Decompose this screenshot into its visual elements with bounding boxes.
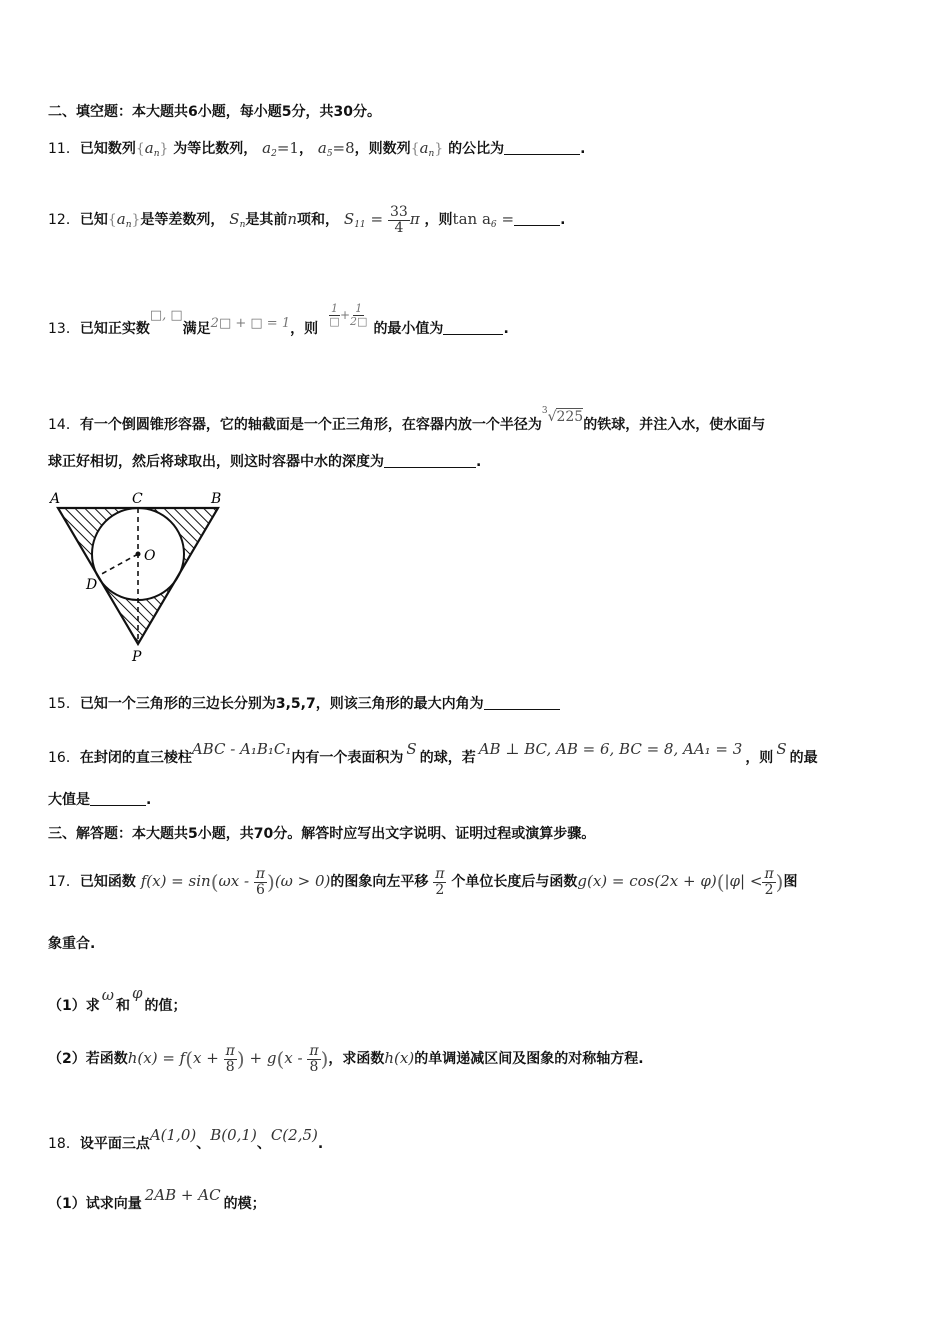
numerator: π — [764, 865, 774, 882]
text: 有一个倒圆锥形容器，它的轴截面是一个正三角形，在容器内放一个半径为 — [79, 417, 542, 433]
question-16-line-2 — [48, 790, 151, 810]
question-17-line-2: 象重合. — [48, 936, 96, 952]
numerator: 33 — [389, 203, 408, 220]
math: x + — [193, 1049, 224, 1067]
answer-blank[interactable] — [504, 140, 580, 155]
expression — [329, 280, 367, 350]
math: a — [317, 139, 327, 157]
math: a — [116, 210, 126, 228]
subscript: 11 — [354, 220, 366, 230]
text: 为等比数列， — [173, 141, 258, 157]
answer-blank[interactable] — [384, 453, 476, 468]
math: S — [343, 210, 355, 228]
section-3-header: 三、解答题：本大题共5小题，共70分。解答时应写出文字说明、证明过程或演算步骤。 — [48, 826, 596, 842]
subscript: n — [428, 149, 435, 159]
question-17-part-2: （2）若函数h(x) = f(x + $\frac{\pi}{8}$ ) + g(x - $\frac{\pi}{8}$ )，求函数h(x)的单调递减区间及图象的对称轴方程. — [48, 1042, 644, 1075]
denominator: 2 — [764, 881, 774, 898]
text: 的模； — [223, 1196, 266, 1212]
answer-blank[interactable] — [443, 320, 503, 335]
question-number: 16． — [48, 750, 80, 766]
center-point — [136, 552, 141, 557]
text: 内有一个表面积为 — [291, 750, 404, 766]
denominator: □ — [329, 314, 340, 328]
question-18-part-1 — [48, 1178, 266, 1221]
text: 项和， — [297, 212, 340, 228]
math: S — [229, 210, 240, 228]
math: h(x) — [384, 1049, 415, 1067]
math: B(0,1) — [210, 1126, 257, 1144]
text: 个单位长度后与函数 — [451, 874, 578, 890]
root-index: 3 — [541, 406, 548, 416]
label-P: P — [132, 649, 142, 665]
text: 是等差数列， — [140, 212, 225, 228]
subscript: 2 — [271, 149, 277, 159]
question-17-part-1 — [48, 976, 187, 1023]
text: 设平面三点 — [79, 1136, 150, 1152]
text: 满足 — [182, 321, 211, 337]
text: 的值； — [144, 998, 187, 1014]
question-number: 14． — [48, 417, 80, 433]
math: S — [406, 740, 417, 758]
text: 的单调递减区间及图象的对称轴方程. — [414, 1051, 644, 1067]
denominator: 8 — [225, 1058, 235, 1075]
cube-root: $^3$√225 — [541, 406, 584, 425]
math: 2AB + AC — [144, 1186, 221, 1204]
numerator: 1 — [330, 301, 338, 315]
question-13 — [48, 280, 509, 364]
text: 的图象向左平移 — [330, 874, 429, 890]
math: =1 — [276, 139, 299, 157]
numerator: π — [225, 1042, 235, 1059]
math: g(x) = cos(2x + φ) — [577, 872, 717, 890]
math: x - — [284, 1049, 308, 1067]
math: ωx - — [218, 872, 254, 890]
text: . — [560, 212, 566, 228]
answer-blank[interactable] — [484, 695, 560, 710]
text: 已知函数 — [79, 874, 136, 890]
denominator: 2 — [435, 881, 445, 898]
answer-blank[interactable] — [90, 791, 146, 806]
text: 是其前 — [245, 212, 288, 228]
numerator: π — [309, 1042, 319, 1059]
numerator: π — [435, 865, 445, 882]
text: 的最小值为 — [373, 321, 444, 337]
math: φ — [131, 984, 143, 1002]
math: C(2,5) — [270, 1126, 318, 1144]
question-number: 13． — [48, 321, 80, 337]
question-12: 12．已知$\{a_n\}$是等差数列， $S_n$是其前n项和， $S_{11}$ = $\frac{33}{4}$ π ，则$\tan a_6$ = . — [48, 203, 566, 236]
cone-cross-section-figure — [44, 488, 234, 668]
text: 的最 — [789, 750, 818, 766]
question-14-line-1 — [48, 394, 765, 442]
label-C: C — [132, 491, 143, 507]
subscript: 5 — [326, 149, 333, 159]
numerator: 1 — [355, 301, 363, 315]
math: a — [419, 139, 429, 157]
text: . — [476, 454, 482, 470]
math: AB ⊥ BC, AB = 6, BC = 8, AA₁ = 3 — [478, 740, 743, 758]
math: + — [339, 308, 351, 322]
text: 球正好相切，然后将球取出，则这时容器中水的深度为 — [48, 454, 384, 470]
text: . — [503, 321, 509, 337]
math: =8 — [332, 139, 355, 157]
denominator: 4 — [394, 219, 404, 236]
text: （1）试求向量 — [48, 1196, 142, 1212]
question-17-line-1: 17．已知函数 f(x) = sin(ωx - $\frac{\pi}{6}$ )(ω > 0)的图象向左平移 $\frac{\pi}{2}$ 个单位长度后与函数g(x) = cos(2x + φ)(|φ| < $\frac{\pi}{2}$ )图 — [48, 865, 798, 898]
text: 、 — [196, 1136, 211, 1152]
radicand: 225 — [556, 409, 584, 425]
math: |φ| < — [724, 872, 763, 890]
math: A(1,0) — [149, 1126, 197, 1144]
answer-blank[interactable] — [514, 211, 560, 226]
subscript: 6 — [490, 220, 497, 230]
question-14-line-2 — [48, 452, 481, 472]
text: ， — [298, 141, 313, 157]
numerator: π — [255, 865, 265, 882]
math: + g — [249, 1049, 277, 1067]
text: 大值是 — [48, 792, 90, 808]
denominator: 8 — [309, 1058, 319, 1075]
text: . — [146, 792, 152, 808]
denominator: 2□ — [350, 314, 368, 328]
text: 的球，若 — [419, 750, 476, 766]
text: 在封闭的直三棱柱 — [79, 750, 192, 766]
label-D: D — [86, 577, 98, 593]
math: a — [262, 139, 272, 157]
text: ，则 — [424, 212, 453, 228]
question-number: 11． — [48, 141, 80, 157]
math: = — [370, 210, 384, 228]
subscript: n — [125, 220, 132, 230]
text: ，求函数 — [328, 1051, 385, 1067]
text: 已知 — [79, 212, 108, 228]
question-18 — [48, 1118, 323, 1161]
question-number: 17． — [48, 874, 80, 890]
math: n — [287, 210, 298, 228]
text: 的公比为 — [448, 141, 505, 157]
math: = — [501, 210, 515, 228]
text: 的铁球，并注入水，使水面与 — [583, 417, 766, 433]
text: （1）求 — [48, 998, 100, 1014]
denominator: 6 — [255, 881, 265, 898]
text: 已知一个三角形的三边长分别为3,5,7，则该三角形的最大内角为 — [79, 696, 484, 712]
math: a — [144, 139, 154, 157]
text: 和 — [115, 998, 130, 1014]
text: 已知数列 — [79, 141, 136, 157]
math: ω — [101, 986, 114, 1004]
label-A: A — [50, 491, 61, 507]
math: 2□ + □ = 1 — [210, 316, 291, 331]
section-2-header: 二、填空题：本大题共6小题，每小题5分，共30分。 — [48, 104, 381, 120]
text: ，则数列 — [354, 141, 411, 157]
math: S — [776, 740, 787, 758]
label-O: O — [144, 548, 156, 564]
math: π — [409, 210, 420, 228]
math: (ω > 0) — [274, 872, 331, 890]
fraction — [388, 205, 410, 236]
text: ，则 — [290, 321, 319, 337]
question-11: 11．已知数列$\{a_n\}$ 为等比数列， $a_2=1$， $a_5=8$，则数列$\{a_n\}$ 的公比为 . — [48, 139, 586, 159]
label-B: B — [211, 491, 222, 507]
text: 已知正实数 — [79, 321, 150, 337]
question-16-line-1 — [48, 732, 818, 775]
subscript: n — [153, 149, 160, 159]
question-number: 18． — [48, 1136, 80, 1152]
question-number: 15． — [48, 696, 80, 712]
question-15 — [48, 694, 560, 714]
math: ABC - A₁B₁C₁ — [191, 740, 292, 758]
question-number: 12． — [48, 212, 80, 228]
text: 图 — [783, 874, 798, 890]
math: tan a — [452, 210, 491, 228]
math: h(x) = f — [127, 1049, 186, 1067]
math: □, □ — [149, 308, 183, 323]
subscript: n — [239, 220, 246, 230]
text: . — [317, 1136, 324, 1152]
text: ，则 — [745, 750, 774, 766]
text: . — [580, 141, 586, 157]
text: 、 — [256, 1136, 271, 1152]
text: （2）若函数 — [48, 1051, 128, 1067]
math: f(x) = sin — [140, 872, 211, 890]
